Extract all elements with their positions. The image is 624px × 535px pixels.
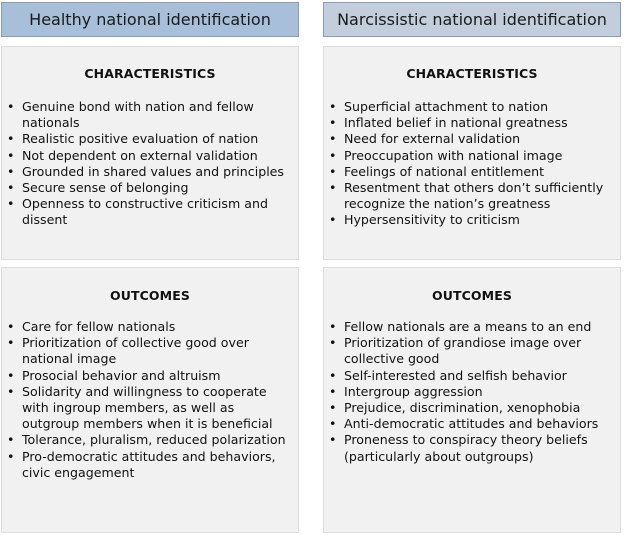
list-item: • Intergroup aggression — [324, 384, 620, 400]
list-item: • Need for external validation — [324, 131, 620, 147]
list-item: • Care for fellow nationals — [2, 319, 298, 335]
healthy-outcomes-list — [2, 319, 298, 481]
list-item: • Preoccupation with national image — [324, 148, 620, 164]
list-item: • Prosocial behavior and altruism — [2, 368, 298, 384]
list-item: • Openness to constructive criticism and dissent — [2, 196, 298, 228]
list-item: • Inflated belief in national greatness — [324, 115, 620, 131]
healthy-outcomes-title: OUTCOMES — [110, 288, 190, 303]
healthy-header: Healthy national identification — [1, 2, 299, 37]
narcissistic-header: Narcissistic national identification — [323, 2, 621, 37]
healthy-characteristics-panel — [1, 46, 299, 260]
list-item: • Prioritization of grandiose image over collective good — [324, 335, 620, 367]
healthy-characteristics-title: CHARACTERISTICS — [84, 66, 216, 81]
list-item: • Anti-democratic attitudes and behaviors — [324, 416, 620, 432]
list-item: • Prioritization of collective good over national image — [2, 335, 298, 367]
list-item: • Self-interested and selfish behavior — [324, 368, 620, 384]
list-item: • Grounded in shared values and principles — [2, 164, 298, 180]
list-item: • Solidarity and willingness to cooperate with ingroup members, as well as outgroup members when it is beneficial — [2, 384, 298, 433]
narcissistic-characteristics-panel — [323, 46, 621, 260]
narcissistic-outcomes-list — [324, 319, 620, 465]
narcissistic-outcomes-title: OUTCOMES — [432, 288, 512, 303]
list-item: • Genuine bond with nation and fellow nationals — [2, 99, 298, 131]
list-item: • Not dependent on external validation — [2, 148, 298, 164]
narcissistic-outcomes-panel — [323, 267, 621, 533]
list-item: • Hypersensitivity to criticism — [324, 212, 620, 228]
list-item: • Prejudice, discrimination, xenophobia — [324, 400, 620, 416]
list-item: • Feelings of national entitlement — [324, 164, 620, 180]
list-item: • Fellow nationals are a means to an end — [324, 319, 620, 335]
list-item: • Superficial attachment to nation — [324, 99, 620, 115]
narcissistic-characteristics-list — [324, 99, 620, 229]
list-item: • Secure sense of belonging — [2, 180, 298, 196]
list-item: • Realistic positive evaluation of nation — [2, 131, 298, 147]
list-item: • Proneness to conspiracy theory beliefs (particularly about outgroups) — [324, 432, 620, 464]
list-item: • Tolerance, pluralism, reduced polarization — [2, 432, 298, 448]
healthy-outcomes-panel — [1, 267, 299, 533]
list-item: • Pro-democratic attitudes and behaviors, civic engagement — [2, 449, 298, 481]
list-item: • Resentment that others don’t sufficiently recognize the nation’s greatness — [324, 180, 620, 212]
healthy-characteristics-list — [2, 99, 298, 229]
narcissistic-characteristics-title: CHARACTERISTICS — [406, 66, 538, 81]
